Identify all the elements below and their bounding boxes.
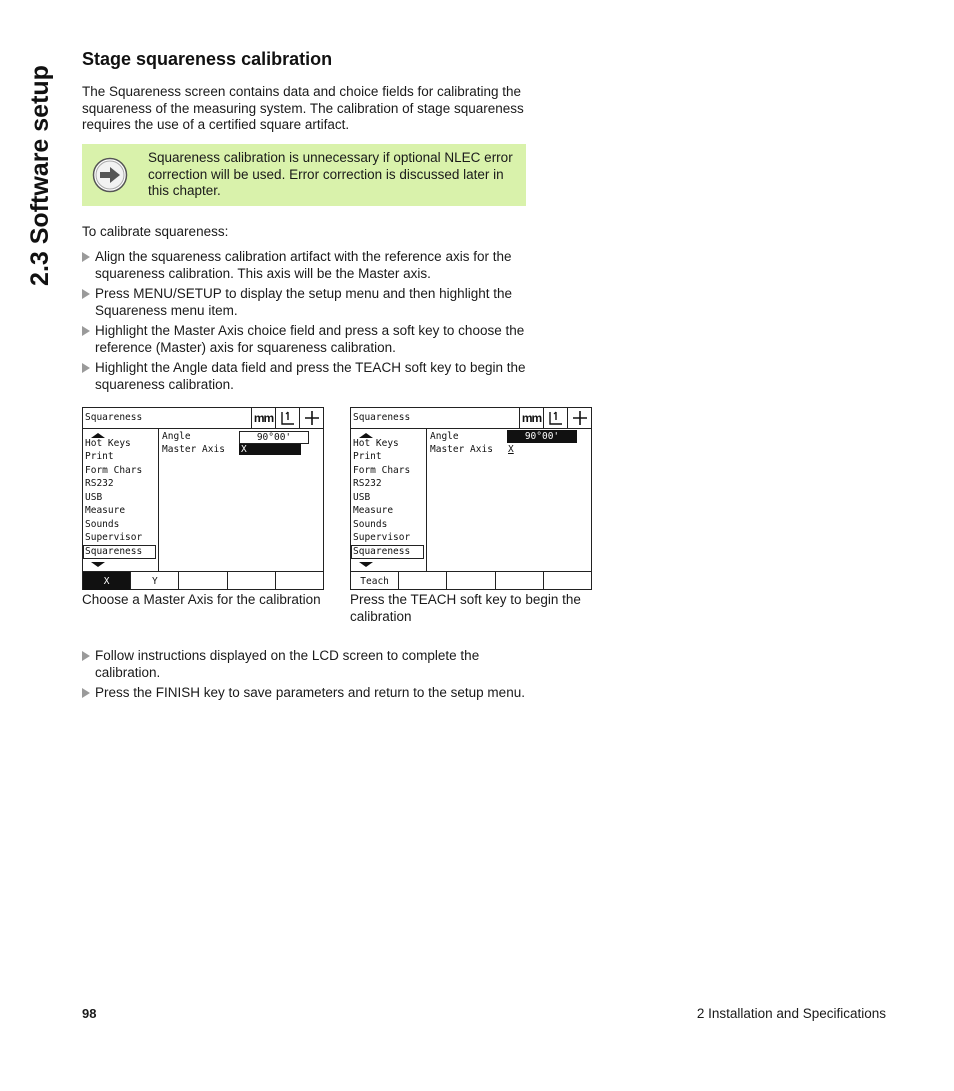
menu-item[interactable]: Form Chars: [85, 465, 143, 476]
soft-key-blank[interactable]: [228, 572, 276, 590]
list-item: Highlight the Master Axis choice field and press a soft key to choose the reference (Master) axis for squareness calibration.: [82, 323, 532, 356]
lcd-screen-left: [82, 407, 324, 590]
screen-title: Squareness: [85, 412, 143, 423]
menu-item[interactable]: Hot Keys: [353, 438, 399, 449]
master-axis-field[interactable]: X: [239, 444, 301, 455]
menu-item-selected[interactable]: Squareness: [352, 546, 423, 558]
menu-item-selected[interactable]: Squareness: [84, 546, 155, 558]
menu-item[interactable]: Supervisor: [353, 532, 411, 543]
angle-label: Angle: [430, 431, 459, 442]
soft-key-blank[interactable]: [496, 572, 544, 590]
soft-key-blank[interactable]: [179, 572, 227, 590]
list-item: Follow instructions displayed on the LCD screen to complete the calibration.: [82, 648, 532, 681]
angle-label: Angle: [162, 431, 191, 442]
caption-right: Press the TEACH soft key to begin the calibration: [350, 592, 581, 624]
menu-item[interactable]: USB: [353, 492, 371, 503]
lcd-screen-right: [350, 407, 592, 590]
soft-key-bar: [351, 571, 591, 590]
bullet-triangle-icon: [82, 252, 90, 262]
soft-key-blank[interactable]: [447, 572, 495, 590]
soft-key-blank[interactable]: [399, 572, 447, 590]
page-number: 98: [82, 1006, 97, 1021]
datum-icon: [275, 408, 299, 428]
unit-mm-icon: mm: [251, 408, 275, 428]
bullet-triangle-icon: [82, 289, 90, 299]
menu-item[interactable]: RS232: [85, 478, 114, 489]
crosshair-icon: [299, 408, 323, 428]
master-axis-field[interactable]: X: [508, 444, 514, 455]
menu-item[interactable]: RS232: [353, 478, 382, 489]
steps-list-after: [82, 648, 532, 706]
soft-key-y[interactable]: Y: [131, 572, 179, 590]
angle-field[interactable]: 90°00': [239, 431, 309, 444]
menu-item[interactable]: Hot Keys: [85, 438, 131, 449]
soft-key-blank[interactable]: [276, 572, 323, 590]
menu-item[interactable]: Measure: [85, 505, 126, 516]
caption-left: Choose a Master Axis for the calibration: [82, 592, 321, 607]
bullet-triangle-icon: [82, 363, 90, 373]
chapter-title: 2 Installation and Specifications: [696, 1006, 886, 1021]
crosshair-icon: [567, 408, 591, 428]
steps-intro: To calibrate squareness:: [82, 224, 229, 239]
unit-mm-icon: mm: [519, 408, 543, 428]
menu-item[interactable]: Form Chars: [353, 465, 411, 476]
scroll-down-icon: [359, 562, 373, 567]
soft-key-blank[interactable]: [544, 572, 591, 590]
arrow-right-icon: [92, 157, 128, 193]
menu-item[interactable]: Sounds: [85, 519, 120, 530]
list-item: Press MENU/SETUP to display the setup menu and then highlight the Squareness menu item.: [82, 286, 532, 319]
list-item: Press the FINISH key to save parameters and return to the setup menu.: [82, 685, 532, 702]
list-item: Align the squareness calibration artifact with the reference axis for the squareness calibration. This axis will be the Master axis.: [82, 249, 532, 282]
menu-item[interactable]: Supervisor: [85, 532, 143, 543]
menu-item[interactable]: Print: [353, 451, 382, 462]
screen-icon-bar: [519, 408, 591, 428]
master-axis-label: Master Axis: [162, 444, 225, 455]
section-heading: Stage squareness calibration: [82, 49, 333, 69]
menu-item[interactable]: Print: [85, 451, 114, 462]
master-axis-label: Master Axis: [430, 444, 493, 455]
screen-menu: [351, 429, 427, 571]
menu-item[interactable]: Sounds: [353, 519, 388, 530]
soft-key-x[interactable]: X: [83, 572, 131, 590]
menu-item[interactable]: Measure: [353, 505, 394, 516]
soft-key-teach[interactable]: Teach: [351, 572, 399, 590]
steps-list-before: [82, 249, 532, 397]
screen-menu: [83, 429, 159, 571]
note-text: Squareness calibration is unnecessary if optional NLEC error correction will be used. Error correction is discussed later in this chapter.: [148, 150, 513, 198]
angle-field[interactable]: 90°00': [507, 430, 577, 443]
scroll-down-icon: [91, 562, 105, 567]
side-section-title: 2.3 Software setup: [25, 65, 54, 286]
bullet-triangle-icon: [82, 326, 90, 336]
screen-title: Squareness: [353, 412, 411, 423]
menu-item[interactable]: USB: [85, 492, 103, 503]
list-item: Highlight the Angle data field and press the TEACH soft key to begin the squareness calibration.: [82, 360, 532, 393]
intro-paragraph: The Squareness screen contains data and choice fields for calibrating the squareness of the measuring system. The calibration of stage squareness requires the use of a certified square artifact.: [82, 84, 524, 132]
bullet-triangle-icon: [82, 651, 90, 661]
bullet-triangle-icon: [82, 688, 90, 698]
note-box: [82, 144, 526, 206]
soft-key-bar: [83, 571, 323, 590]
screen-icon-bar: [251, 408, 323, 428]
datum-icon: [543, 408, 567, 428]
